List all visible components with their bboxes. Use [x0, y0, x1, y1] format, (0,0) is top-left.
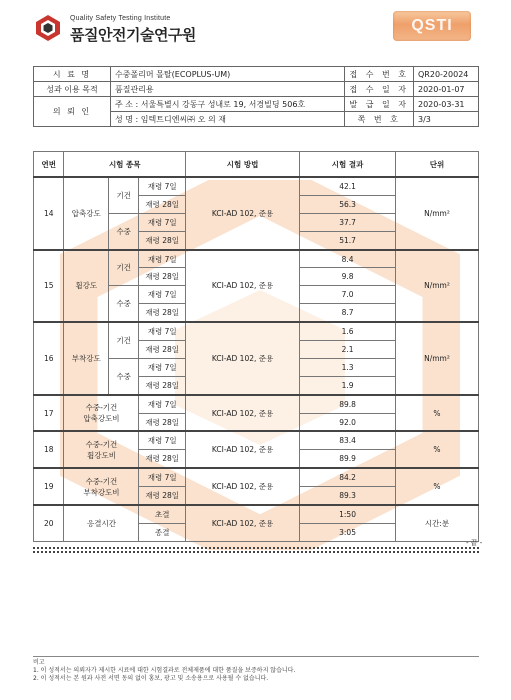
age-cell: 재령 28일	[139, 450, 186, 468]
table-row	[34, 250, 479, 268]
result-value: 8.7	[300, 304, 396, 322]
qsti-seal	[393, 11, 471, 41]
result-value: 3:05	[300, 523, 396, 541]
age-cell: 재령 7일	[139, 250, 186, 268]
result-value: 92.0	[300, 413, 396, 431]
institute-name-ko: 품질안전기술연구원	[70, 26, 196, 44]
col-item-header: 시험 종목	[64, 152, 186, 178]
item-line: 수중-기건	[85, 403, 118, 413]
end-mark: - 끝 -	[466, 539, 483, 547]
row-no: 16	[34, 322, 64, 395]
col-unit-header: 단위	[395, 152, 478, 178]
curing-air: 기건	[108, 177, 138, 213]
test-results-table	[33, 151, 479, 542]
item-line: 휨강도비	[86, 450, 116, 460]
result-value: 1.9	[300, 376, 396, 394]
remarks-title: 비고	[33, 659, 45, 666]
result-value: 42.1	[300, 177, 396, 195]
result-value: 89.8	[300, 395, 396, 413]
age-cell: 재령 7일	[139, 358, 186, 376]
result-value: 37.7	[300, 213, 396, 231]
table-row	[34, 505, 479, 523]
curing-water: 수중	[108, 213, 138, 249]
client-label: 의 뢰 인	[34, 97, 111, 127]
age-cell: 재령 28일	[139, 413, 186, 431]
row-no: 14	[34, 177, 64, 250]
table-row	[34, 322, 479, 340]
test-item: 압축강도	[64, 177, 108, 250]
receipt-no-value: QR20-20024	[414, 67, 479, 82]
test-method: KCI-AD 102, 준용	[186, 395, 300, 432]
page-value: 3/3	[414, 112, 479, 127]
curing-air: 기건	[108, 322, 138, 358]
result-value: 1.3	[300, 358, 396, 376]
result-value: 83.4	[300, 431, 396, 449]
institute-name-en: Quality Safety Testing Institute	[70, 15, 171, 22]
age-cell: 재령 28일	[139, 195, 186, 213]
result-value: 89.9	[300, 450, 396, 468]
row-no: 17	[34, 395, 64, 432]
age-cell: 재령 7일	[139, 468, 186, 486]
unit: N/mm²	[395, 322, 478, 395]
age-cell: 재령 7일	[139, 177, 186, 195]
table-row	[34, 468, 479, 486]
table-row	[34, 395, 479, 413]
age-cell: 재령 7일	[139, 431, 186, 449]
receipt-no-label: 접 수 번 호	[345, 67, 414, 82]
row-no: 20	[34, 505, 64, 541]
receipt-date-label: 접 수 일 자	[345, 82, 414, 97]
setting-cell: 종결	[139, 523, 186, 541]
curing-air: 기건	[108, 250, 138, 286]
unit: %	[395, 395, 478, 432]
result-value: 9.8	[300, 268, 396, 286]
issue-date-label: 발 급 일 자	[345, 97, 414, 112]
setting-cell: 초결	[139, 505, 186, 523]
report-info-table	[33, 66, 479, 127]
curing-water: 수중	[108, 286, 138, 322]
page-label: 쪽 번 호	[345, 112, 414, 127]
row-no: 18	[34, 431, 64, 468]
dotted-divider	[33, 551, 479, 553]
item-line: 수중-기건	[85, 476, 118, 486]
client-address: 주 소 : 서울특별시 강동구 성내로 19, 서경빌딩 506호	[111, 97, 345, 112]
unit: %	[395, 468, 478, 505]
result-value: 51.7	[300, 231, 396, 249]
col-result-header: 시험 결과	[300, 152, 396, 178]
info-row	[34, 67, 479, 82]
issue-date-value: 2020-03-31	[414, 97, 479, 112]
test-method: KCI-AD 102, 준용	[186, 250, 300, 323]
unit: %	[395, 431, 478, 468]
test-method: KCI-AD 102, 준용	[186, 177, 300, 250]
result-value: 89.3	[300, 487, 396, 505]
age-cell: 재령 28일	[139, 304, 186, 322]
item-line: 부착강도비	[83, 487, 120, 497]
test-item: 휨강도	[64, 250, 108, 323]
remarks-section	[33, 656, 479, 683]
col-no-header: 연번	[34, 152, 64, 178]
curing-water: 수중	[108, 358, 138, 394]
result-value: 1.6	[300, 322, 396, 340]
result-value: 7.0	[300, 286, 396, 304]
age-cell: 재령 28일	[139, 341, 186, 359]
result-value: 56.3	[300, 195, 396, 213]
unit: 시간:분	[395, 505, 478, 541]
test-method: KCI-AD 102, 준용	[186, 468, 300, 505]
age-cell: 재령 28일	[139, 487, 186, 505]
info-row	[34, 97, 479, 112]
age-cell: 재령 28일	[139, 268, 186, 286]
test-item: 응결시간	[64, 505, 139, 541]
age-cell: 재령 7일	[139, 322, 186, 340]
result-value: 2.1	[300, 341, 396, 359]
remark-line: 1. 이 성적서는 의뢰자가 제시한 시료에 대한 시험결과로 전체제품에 대한 품질을 보증하지 않습니다.	[33, 667, 296, 674]
seal-text: QSTI	[411, 17, 453, 34]
item-line: 압축강도비	[83, 414, 120, 424]
test-item: 부착강도	[64, 322, 108, 395]
purpose-label: 성과 이용 목적	[34, 82, 111, 97]
dotted-divider	[33, 547, 479, 549]
item-line: 수중-기건	[85, 439, 118, 449]
results-header-row	[34, 152, 479, 178]
test-item	[64, 468, 139, 505]
client-name: 성 명 : 임텍트디엔씨㈜ 오 의 재	[111, 112, 345, 127]
test-method: KCI-AD 102, 준용	[186, 431, 300, 468]
age-cell: 재령 7일	[139, 286, 186, 304]
table-row	[34, 431, 479, 449]
result-value: 84.2	[300, 468, 396, 486]
remark-line: 2. 이 성적서는 본 원과 사전 서면 동의 없이 홍보, 광고 및 소송용으로 사용될 수 없습니다.	[33, 675, 269, 682]
row-no: 19	[34, 468, 64, 505]
result-value: 1:50	[300, 505, 396, 523]
receipt-date-value: 2020-01-07	[414, 82, 479, 97]
info-row	[34, 82, 479, 97]
unit: N/mm²	[395, 177, 478, 250]
institute-logo-icon	[34, 14, 62, 42]
result-value: 8.4	[300, 250, 396, 268]
test-method: KCI-AD 102, 준용	[186, 505, 300, 541]
age-cell: 재령 7일	[139, 395, 186, 413]
sample-value: 수중폴리머 몰탈(ECOPLUS-UM)	[111, 67, 345, 82]
age-cell: 재령 28일	[139, 231, 186, 249]
col-method-header: 시험 방법	[186, 152, 300, 178]
unit: N/mm²	[395, 250, 478, 323]
table-row	[34, 177, 479, 195]
age-cell: 재령 28일	[139, 376, 186, 394]
test-method: KCI-AD 102, 준용	[186, 322, 300, 395]
purpose-value: 품질관리용	[111, 82, 345, 97]
row-no: 15	[34, 250, 64, 323]
age-cell: 재령 7일	[139, 213, 186, 231]
test-item	[64, 395, 139, 432]
test-item	[64, 431, 139, 468]
sample-label: 시 료 명	[34, 67, 111, 82]
